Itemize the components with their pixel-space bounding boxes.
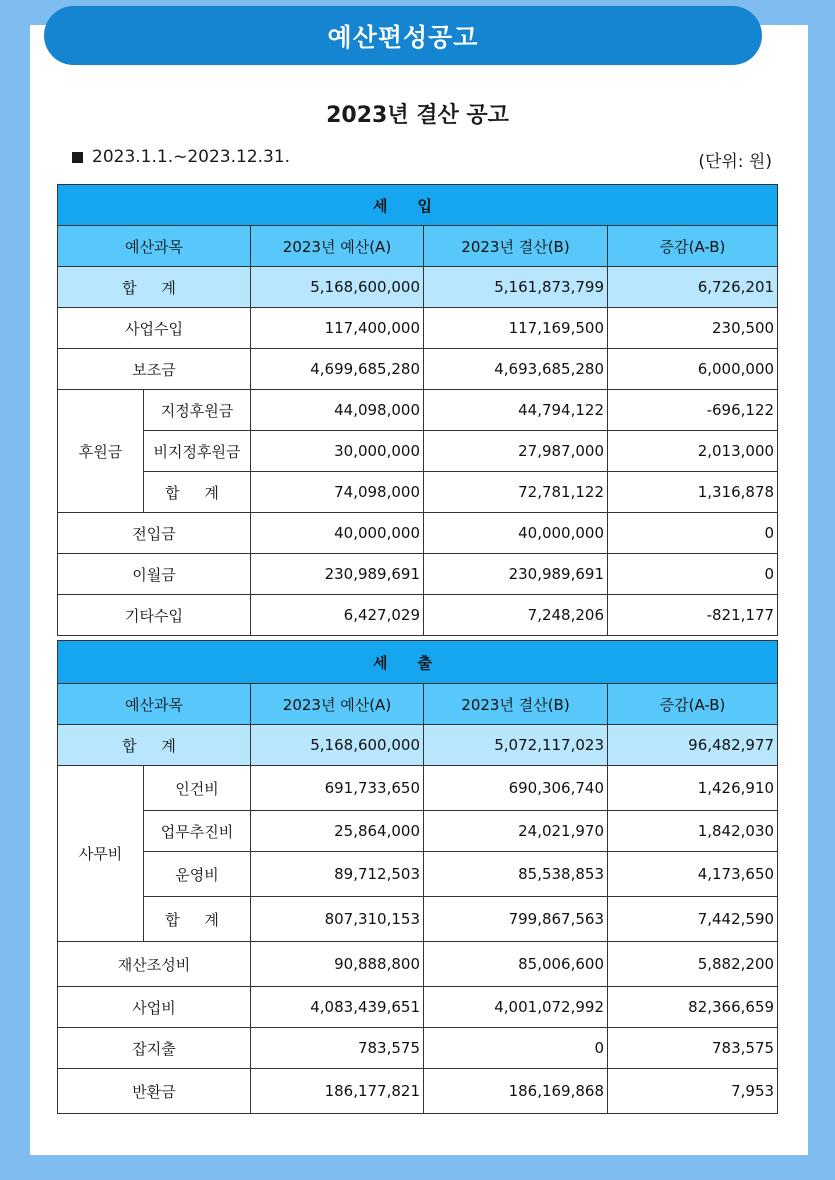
actual-cell: 7,248,206 [424, 595, 608, 636]
actual-cell: 117,169,500 [424, 308, 608, 349]
diff-cell: 1,842,030 [608, 811, 778, 852]
diff-cell: 5,882,200 [608, 942, 778, 987]
group-label: 사무비 [58, 766, 144, 942]
col-header-budget: 2023년 예산(A) [251, 226, 424, 267]
budget-cell: 807,310,153 [251, 897, 424, 942]
budget-cell: 4,083,439,651 [251, 987, 424, 1028]
document-title: 2023년 결산 공고 [326, 103, 509, 128]
table-row [58, 897, 778, 942]
row-label: 재산조성비 [58, 942, 251, 987]
table-row [58, 942, 778, 987]
diff-cell: 7,442,590 [608, 897, 778, 942]
diff-cell: -821,177 [608, 595, 778, 636]
table-row [58, 349, 778, 390]
column-header-row [58, 684, 778, 725]
total-row [58, 725, 778, 766]
budget-cell: 25,864,000 [251, 811, 424, 852]
section-header-row [58, 185, 778, 226]
table-row [58, 390, 778, 431]
table-row [58, 431, 778, 472]
budget-cell: 783,575 [251, 1028, 424, 1069]
diff-cell: 6,726,201 [608, 267, 778, 308]
row-label: 합 계 [58, 267, 251, 308]
row-label: 전입금 [58, 513, 251, 554]
square-bullet-icon [72, 152, 83, 163]
actual-cell: 799,867,563 [424, 897, 608, 942]
row-label: 기타수입 [58, 595, 251, 636]
diff-cell: 0 [608, 554, 778, 595]
budget-cell: 4,699,685,280 [251, 349, 424, 390]
actual-cell: 24,021,970 [424, 811, 608, 852]
column-header-row [58, 226, 778, 267]
table-row [58, 554, 778, 595]
budget-cell: 5,168,600,000 [251, 725, 424, 766]
actual-cell: 85,006,600 [424, 942, 608, 987]
table-row [58, 513, 778, 554]
col-header-diff: 증감(A-B) [608, 684, 778, 725]
row-label: 잡지출 [58, 1028, 251, 1069]
table-row [58, 766, 778, 811]
actual-cell: 4,693,685,280 [424, 349, 608, 390]
budget-cell: 30,000,000 [251, 431, 424, 472]
diff-cell: 2,013,000 [608, 431, 778, 472]
table-row [58, 1069, 778, 1114]
expenditure-table [57, 640, 778, 1114]
table-row [58, 811, 778, 852]
budget-cell: 89,712,503 [251, 852, 424, 897]
row-label: 이월금 [58, 554, 251, 595]
group-label: 후원금 [58, 390, 144, 513]
col-header-actual: 2023년 결산(B) [424, 684, 608, 725]
diff-cell: 82,366,659 [608, 987, 778, 1028]
row-label: 인건비 [144, 766, 251, 811]
actual-cell: 0 [424, 1028, 608, 1069]
row-label: 지정후원금 [144, 390, 251, 431]
table-row [58, 987, 778, 1028]
col-header-account: 예산과목 [58, 226, 251, 267]
row-label: 업무추진비 [144, 811, 251, 852]
budget-cell: 117,400,000 [251, 308, 424, 349]
actual-cell: 27,987,000 [424, 431, 608, 472]
actual-cell: 5,072,117,023 [424, 725, 608, 766]
budget-cell: 5,168,600,000 [251, 267, 424, 308]
col-header-diff: 증감(A-B) [608, 226, 778, 267]
diff-cell: 6,000,000 [608, 349, 778, 390]
budget-cell: 90,888,800 [251, 942, 424, 987]
table-row [58, 852, 778, 897]
table-row [58, 595, 778, 636]
income-table [57, 184, 778, 636]
unit-note: (단위: 원) [698, 152, 772, 172]
banner-title: 예산편성공고 [44, 6, 762, 65]
diff-cell: 1,426,910 [608, 766, 778, 811]
row-label: 합 계 [144, 472, 251, 513]
diff-cell: -696,122 [608, 390, 778, 431]
actual-cell: 40,000,000 [424, 513, 608, 554]
actual-cell: 4,001,072,992 [424, 987, 608, 1028]
actual-cell: 186,169,868 [424, 1069, 608, 1114]
period-line [72, 147, 290, 167]
row-label: 운영비 [144, 852, 251, 897]
actual-cell: 85,538,853 [424, 852, 608, 897]
diff-cell: 783,575 [608, 1028, 778, 1069]
diff-cell: 0 [608, 513, 778, 554]
row-label: 합 계 [144, 897, 251, 942]
actual-cell: 230,989,691 [424, 554, 608, 595]
table-row [58, 472, 778, 513]
diff-cell: 96,482,977 [608, 725, 778, 766]
row-label: 합 계 [58, 725, 251, 766]
actual-cell: 44,794,122 [424, 390, 608, 431]
row-label: 비지정후원금 [144, 431, 251, 472]
budget-cell: 691,733,650 [251, 766, 424, 811]
row-label: 보조금 [58, 349, 251, 390]
period-text: 2023.1.1.~2023.12.31. [92, 147, 291, 167]
budget-cell: 6,427,029 [251, 595, 424, 636]
total-row [58, 267, 778, 308]
diff-cell: 230,500 [608, 308, 778, 349]
diff-cell: 4,173,650 [608, 852, 778, 897]
col-header-budget: 2023년 예산(A) [251, 684, 424, 725]
col-header-account: 예산과목 [58, 684, 251, 725]
table-row [58, 308, 778, 349]
actual-cell: 72,781,122 [424, 472, 608, 513]
budget-cell: 44,098,000 [251, 390, 424, 431]
row-label: 반환금 [58, 1069, 251, 1114]
diff-cell: 1,316,878 [608, 472, 778, 513]
table-row [58, 1028, 778, 1069]
col-header-actual: 2023년 결산(B) [424, 226, 608, 267]
section-title: 세입 [58, 185, 778, 226]
budget-cell: 186,177,821 [251, 1069, 424, 1114]
row-label: 사업수입 [58, 308, 251, 349]
budget-cell: 40,000,000 [251, 513, 424, 554]
row-label: 사업비 [58, 987, 251, 1028]
section-header-row [58, 641, 778, 684]
actual-cell: 690,306,740 [424, 766, 608, 811]
budget-cell: 74,098,000 [251, 472, 424, 513]
budget-cell: 230,989,691 [251, 554, 424, 595]
actual-cell: 5,161,873,799 [424, 267, 608, 308]
diff-cell: 7,953 [608, 1069, 778, 1114]
section-title: 세출 [58, 641, 778, 684]
